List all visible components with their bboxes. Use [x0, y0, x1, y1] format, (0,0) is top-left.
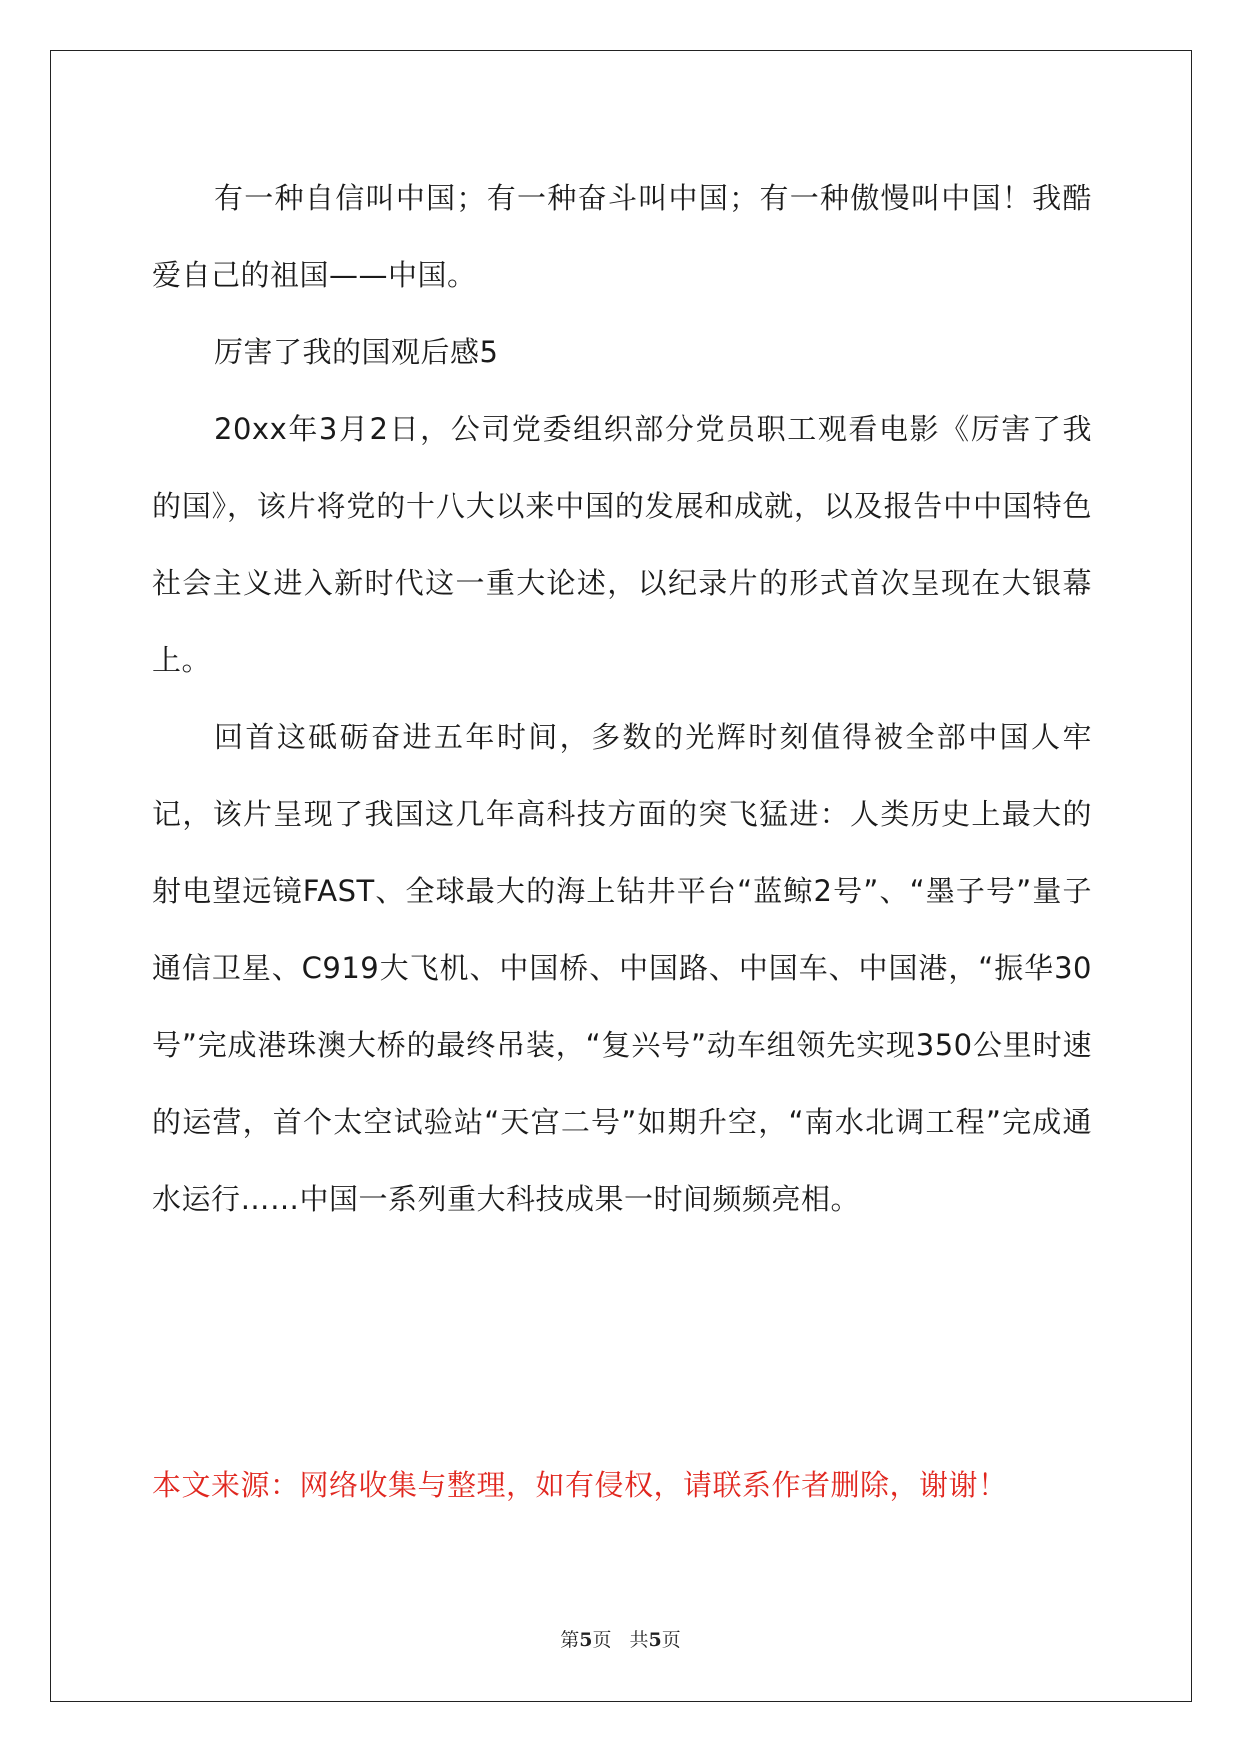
page-prefix: 第 [560, 1629, 580, 1651]
section-heading: 厉害了我的国观后感5 [214, 335, 499, 369]
source-note: 本文来源：网络收集与整理，如有侵权，请联系作者删除，谢谢！ [152, 1468, 1008, 1502]
paragraph-achievements: 回首这砥砺奋进五年时间，多数的光辉时刻值得被全部中国人牢记，该片呈现了我国这几年高科技方面的突飞猛进：人类历史上最大的射电望远镜FAST、全球最大的海上钻井平台“蓝鲸2号”、“墨子号”量子通信卫星、C919大飞机、中国桥、中国路、中国车、中国港，“振华30号”完成港珠澳大桥的最终吊装，“复兴号”动车组领先实现350公里时速的运营，首个太空试验站“天宫二号”如期升空，“南水北调工程”完成通水运行……中国一系列重大科技成果一时间频频亮相。 [152, 720, 1092, 1216]
page-current: 5 [579, 1629, 593, 1651]
document-body [152, 160, 1092, 1238]
paragraph-intro: 有一种自信叫中国；有一种奋斗叫中国；有一种傲慢叫中国！我酷爱自己的祖国——中国。 [152, 181, 1092, 292]
page-total: 5 [648, 1629, 662, 1651]
total-prefix: 共 [629, 1629, 649, 1651]
page-footer [0, 1625, 1241, 1652]
paragraph-event: 20xx年3月2日，公司党委组织部分党员职工观看电影《厉害了我的国》，该片将党的十八大以来中国的发展和成就，以及报告中中国特色社会主义进入新时代这一重大论述，以纪录片的形式首次呈现在大银幕上。 [152, 412, 1092, 677]
total-suffix: 页 [661, 1629, 681, 1651]
page-suffix: 页 [592, 1629, 612, 1651]
